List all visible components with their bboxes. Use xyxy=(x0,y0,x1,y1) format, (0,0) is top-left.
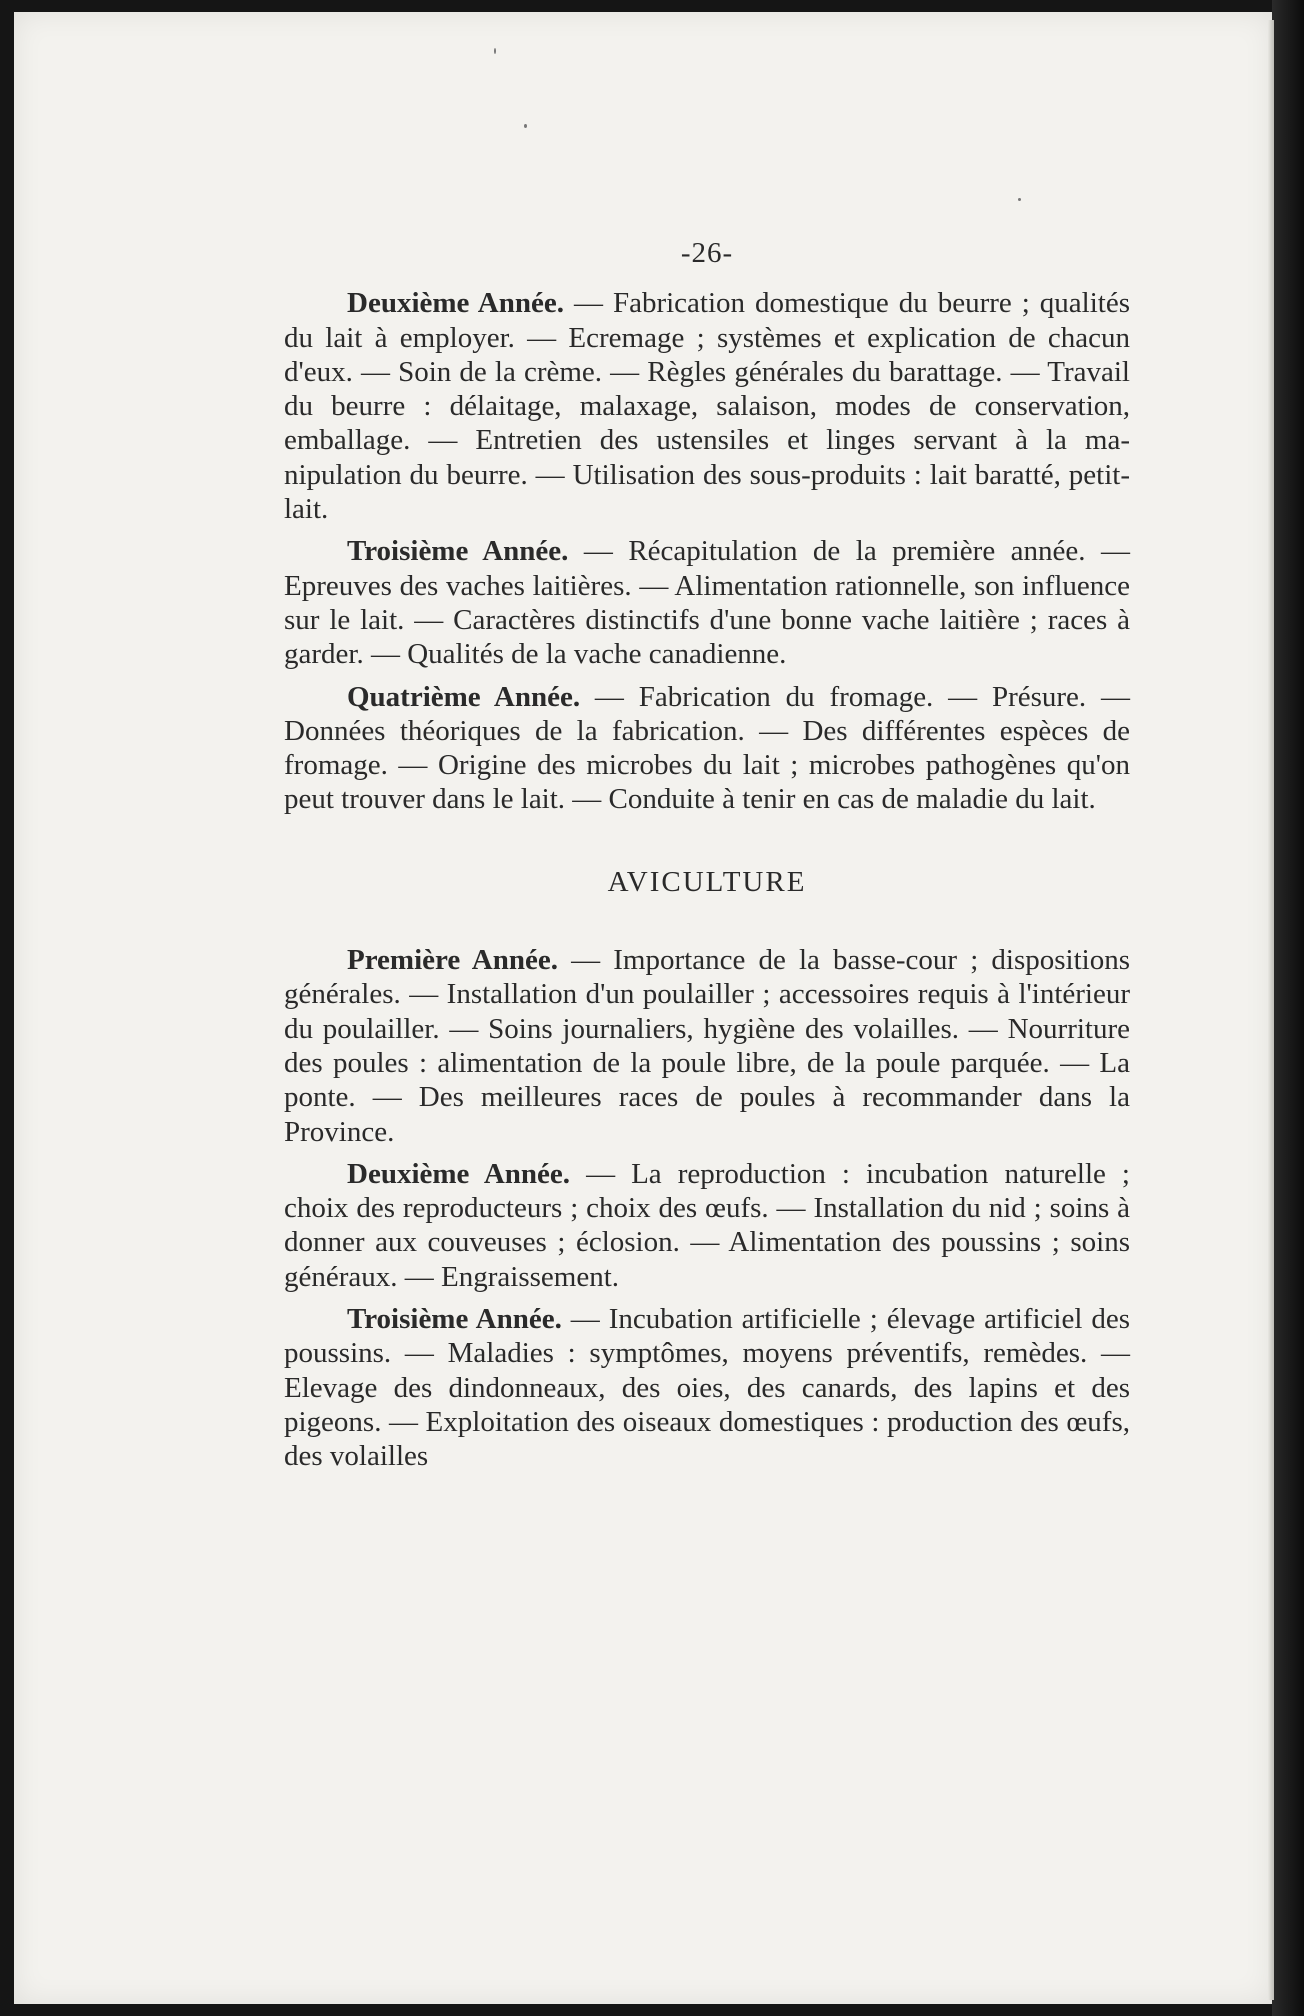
paper-speck xyxy=(494,48,496,54)
section-title: AVICULTURE xyxy=(607,865,807,898)
paragraph-deuxieme-annee-laiterie xyxy=(284,286,1130,526)
paragraph-lead: Troisième Année. xyxy=(347,1303,562,1336)
paragraph-lead: Deuxième Année. xyxy=(347,1157,571,1190)
paragraph-text: — Fabrication domestique du beurre ; qualités du lait à employer. — Ecremage ; systèmes et explication de chacun d'eux. — Soin de la crème. — Règles générales du barattage. — Travail du beurre : délaitage, malaxage, salaison, modes de conservation, emballage. — Entretien des ustensiles et linges servant à la manipulation du beurre. — Utilisation des sous-produits : lait baratté, petit-lait. xyxy=(284,287,1130,526)
paragraph-quatrieme-annee-laiterie xyxy=(284,680,1130,817)
paragraph-premiere-annee-aviculture xyxy=(284,943,1130,1149)
paragraph-lead: Première Année. xyxy=(347,944,558,977)
page-edge xyxy=(1268,20,1274,2000)
paragraph-text: — Fabrication du fromage. — Présure. — Données théoriques de la fabrication. — Des différentes espèces de fromage. — Origine des microbes du lait ; microbes pathogènes qu'on peut trouver dans le lait. — Conduite à tenir en cas de maladie du lait. xyxy=(284,680,1130,816)
page-number: -26- xyxy=(680,237,734,269)
paragraph-text: — La reproduction : incubation naturelle ; choix des reproducteurs ; choix des œufs. — Installation du nid ; soins à donner aux couveuses ; éclosion. — Alimentation des poussins ; soins généraux. — Engraissement. xyxy=(284,1157,1130,1293)
paragraph-text: — Récapitulation de la première année. — Epreuves des vaches laitières. — Alimentation rationnelle, son influence sur le lait. — Caractères distinctifs d'une bonne vache laitière ; races à garder. — Qualités de la vache canadienne. xyxy=(284,535,1130,671)
page-content xyxy=(284,236,1130,1474)
paragraph-deuxieme-annee-aviculture xyxy=(284,1157,1130,1294)
paragraph-text: — Importance de la basse-cour ; dispositions générales. — Installation d'un poulailler ; accessoires requis à l'intérieur du poulailler. — Soins journaliers, hygiène des volailles. — Nourriture des poules : alimentation de la poule libre, de la poule parquée. — La ponte. — Des meilleures races de poules à recommander dans la Province. xyxy=(284,944,1130,1148)
paragraph-troisieme-annee-aviculture xyxy=(284,1302,1130,1473)
scan-edge-shadow xyxy=(1272,0,1304,2016)
paper-speck xyxy=(1018,198,1021,201)
paragraph-lead: Troisième Année. xyxy=(347,535,569,568)
paragraph-lead: Quatrième Année. xyxy=(347,680,581,713)
paragraph-lead: Deuxième Année. xyxy=(347,287,564,320)
paper-speck xyxy=(524,124,527,128)
paragraph-text: — Incubation artificielle ; élevage artificiel des poussins. — Maladies : symptômes, moyens préventifs, remèdes. — Elevage des dindonneaux, des oies, des canards, des lapins et des pigeons. — Exploitation des oiseaux domestiques : production des œufs, des volailles xyxy=(284,1303,1130,1473)
paragraph-troisieme-annee-laiterie xyxy=(284,534,1130,671)
